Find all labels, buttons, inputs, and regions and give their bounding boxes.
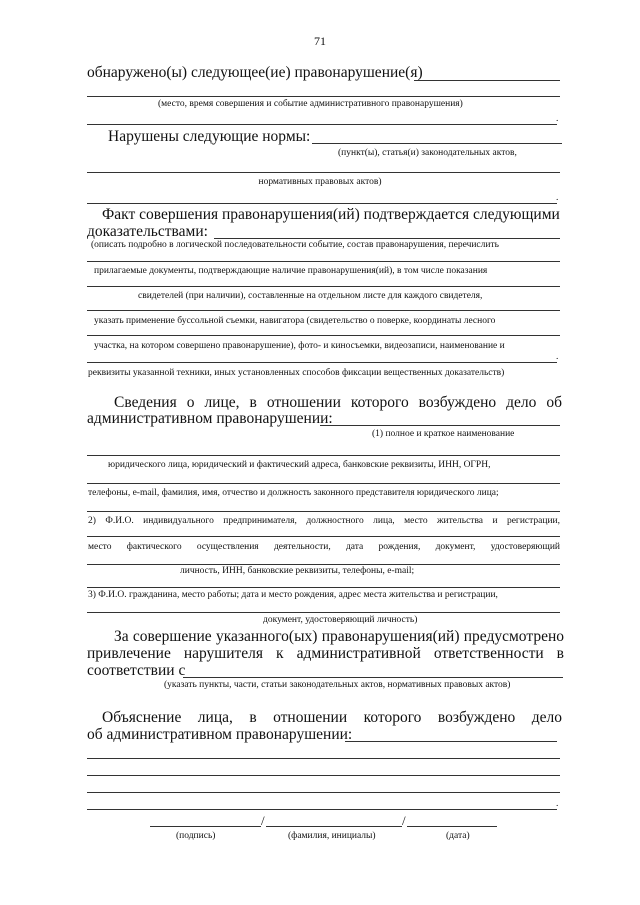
full-name-line[interactable] — [266, 826, 402, 827]
evidence-line-1[interactable] — [214, 238, 560, 239]
liability-hint: (указать пункты, части, статьи законодательных актов, нормативных правовых актов) — [164, 680, 511, 690]
person-label-1: Сведения о лице, в отношении которого возбуждено дело об — [114, 394, 562, 411]
person-line-8[interactable] — [87, 612, 560, 613]
evidence-label-1: Факт совершения правонарушения(ий) подтверждается следующими — [102, 206, 560, 223]
person-hint-7: 3) Ф.И.О. гражданина, место работы; дата и место рождения, адрес места жительства и регистрации, — [88, 590, 498, 600]
evidence-line-3[interactable] — [87, 286, 560, 287]
explanation-label-2: об административном правонарушении: — [87, 726, 353, 743]
explanation-line-5[interactable] — [87, 809, 557, 810]
evidence-hint-4: указать применение буссольной съемки, навигатора (свидетельство о поверке, координаты лесного — [94, 316, 496, 326]
evidence-line-5[interactable] — [87, 335, 560, 336]
person-hint-2: юридического лица, юридический и фактический адреса, банковские реквизиты, ИНН, ОГРН, — [108, 460, 491, 470]
norms-line-3[interactable] — [87, 203, 557, 204]
norms-line-2[interactable] — [87, 172, 560, 173]
person-hint-4: 2) Ф.И.О. индивидуального предпринимателя, должностного лица, место жительства и регистрации, — [88, 516, 560, 526]
explanation-line-4[interactable] — [87, 792, 560, 793]
person-line-2[interactable] — [87, 455, 560, 456]
liability-text-2: привлечение нарушителя к административной ответственности в — [87, 645, 564, 662]
person-line-3[interactable] — [87, 483, 560, 484]
evidence-line-2[interactable] — [87, 261, 560, 262]
explanation-line-end: . — [556, 799, 559, 809]
norms-line-1[interactable] — [312, 143, 562, 144]
person-line-6[interactable] — [87, 564, 560, 565]
separator-2: / — [402, 813, 406, 828]
liability-text-1: За совершение указанного(ых) правонарушения(ий) предусмотрено — [114, 628, 564, 645]
person-line-7[interactable] — [87, 587, 560, 588]
date-line[interactable] — [407, 826, 497, 827]
evidence-hint-6: реквизиты указанной техники, иных установленных способов фиксации вещественных доказательств) — [88, 368, 505, 378]
explanation-line-2[interactable] — [87, 758, 560, 759]
violation-hint: (место, время совершения и событие административного правонарушения) — [158, 99, 463, 109]
person-label-2: административном правонарушении: — [87, 410, 333, 427]
person-line-1[interactable] — [320, 425, 560, 426]
person-hint-6: личность, ИНН, банковские реквизиты, телефоны, e-mail; — [180, 566, 415, 576]
page-number: 71 — [314, 34, 326, 48]
evidence-line-4[interactable] — [87, 310, 560, 311]
violation-detected-label: обнаружено(ы) следующее(ие) правонарушение(я) — [87, 64, 423, 81]
date-hint: (дата) — [446, 831, 470, 841]
evidence-label-2: доказательствами: — [87, 223, 208, 240]
person-hint-8: документ, удостоверяющий личность) — [263, 615, 418, 625]
norms-hint-2: нормативных правовых актов) — [258, 177, 382, 187]
norms-line-end: . — [556, 193, 559, 203]
person-hint-3: телефоны, e-mail, фамилия, имя, отчество и должность законного представителя юридического лица; — [88, 488, 499, 498]
evidence-hint-1: (описать подробно в логической последовательности событие, состав правонарушения, перечислить — [91, 240, 499, 250]
evidence-hint-2: прилагаемые документы, подтверждающие наличие правонарушения(ий), в том числе показания — [94, 266, 488, 276]
evidence-hint-3: свидетелей (при наличии), составленные на отдельном листе для каждого свидетеля, — [138, 291, 483, 301]
evidence-line-6[interactable] — [87, 362, 557, 363]
separator-1: / — [261, 813, 265, 828]
person-hint-1: (1) полное и краткое наименование — [372, 429, 515, 439]
violation-line-end: . — [556, 114, 559, 124]
person-line-4[interactable] — [87, 511, 560, 512]
explanation-line-3[interactable] — [87, 775, 560, 776]
evidence-hint-5: участка, на котором совершено правонарушение), фото- и киносъемки, видеозаписи, наименование и — [94, 341, 505, 351]
liability-line[interactable] — [183, 677, 563, 678]
explanation-line-1[interactable] — [345, 741, 557, 742]
evidence-line-end: . — [556, 352, 559, 362]
person-line-5[interactable] — [87, 536, 560, 537]
person-hint-5: место фактического осуществления деятельности, дата рождения, документ, удостоверяющий — [88, 542, 560, 552]
explanation-label-1: Объяснение лица, в отношении которого возбуждено дело — [102, 709, 562, 726]
violation-line-2[interactable] — [87, 96, 560, 97]
norms-hint-1: (пункт(ы), статья(и) законодательных актов, — [338, 148, 517, 158]
liability-text-3: соответствии с — [87, 662, 186, 679]
violation-detected-line[interactable] — [414, 80, 560, 81]
signature-line[interactable] — [150, 826, 261, 827]
violation-line-3[interactable] — [87, 124, 557, 125]
norms-label: Нарушены следующие нормы: — [108, 128, 311, 145]
signature-hint: (подпись) — [176, 831, 216, 841]
full-name-hint: (фамилия, инициалы) — [288, 831, 376, 841]
